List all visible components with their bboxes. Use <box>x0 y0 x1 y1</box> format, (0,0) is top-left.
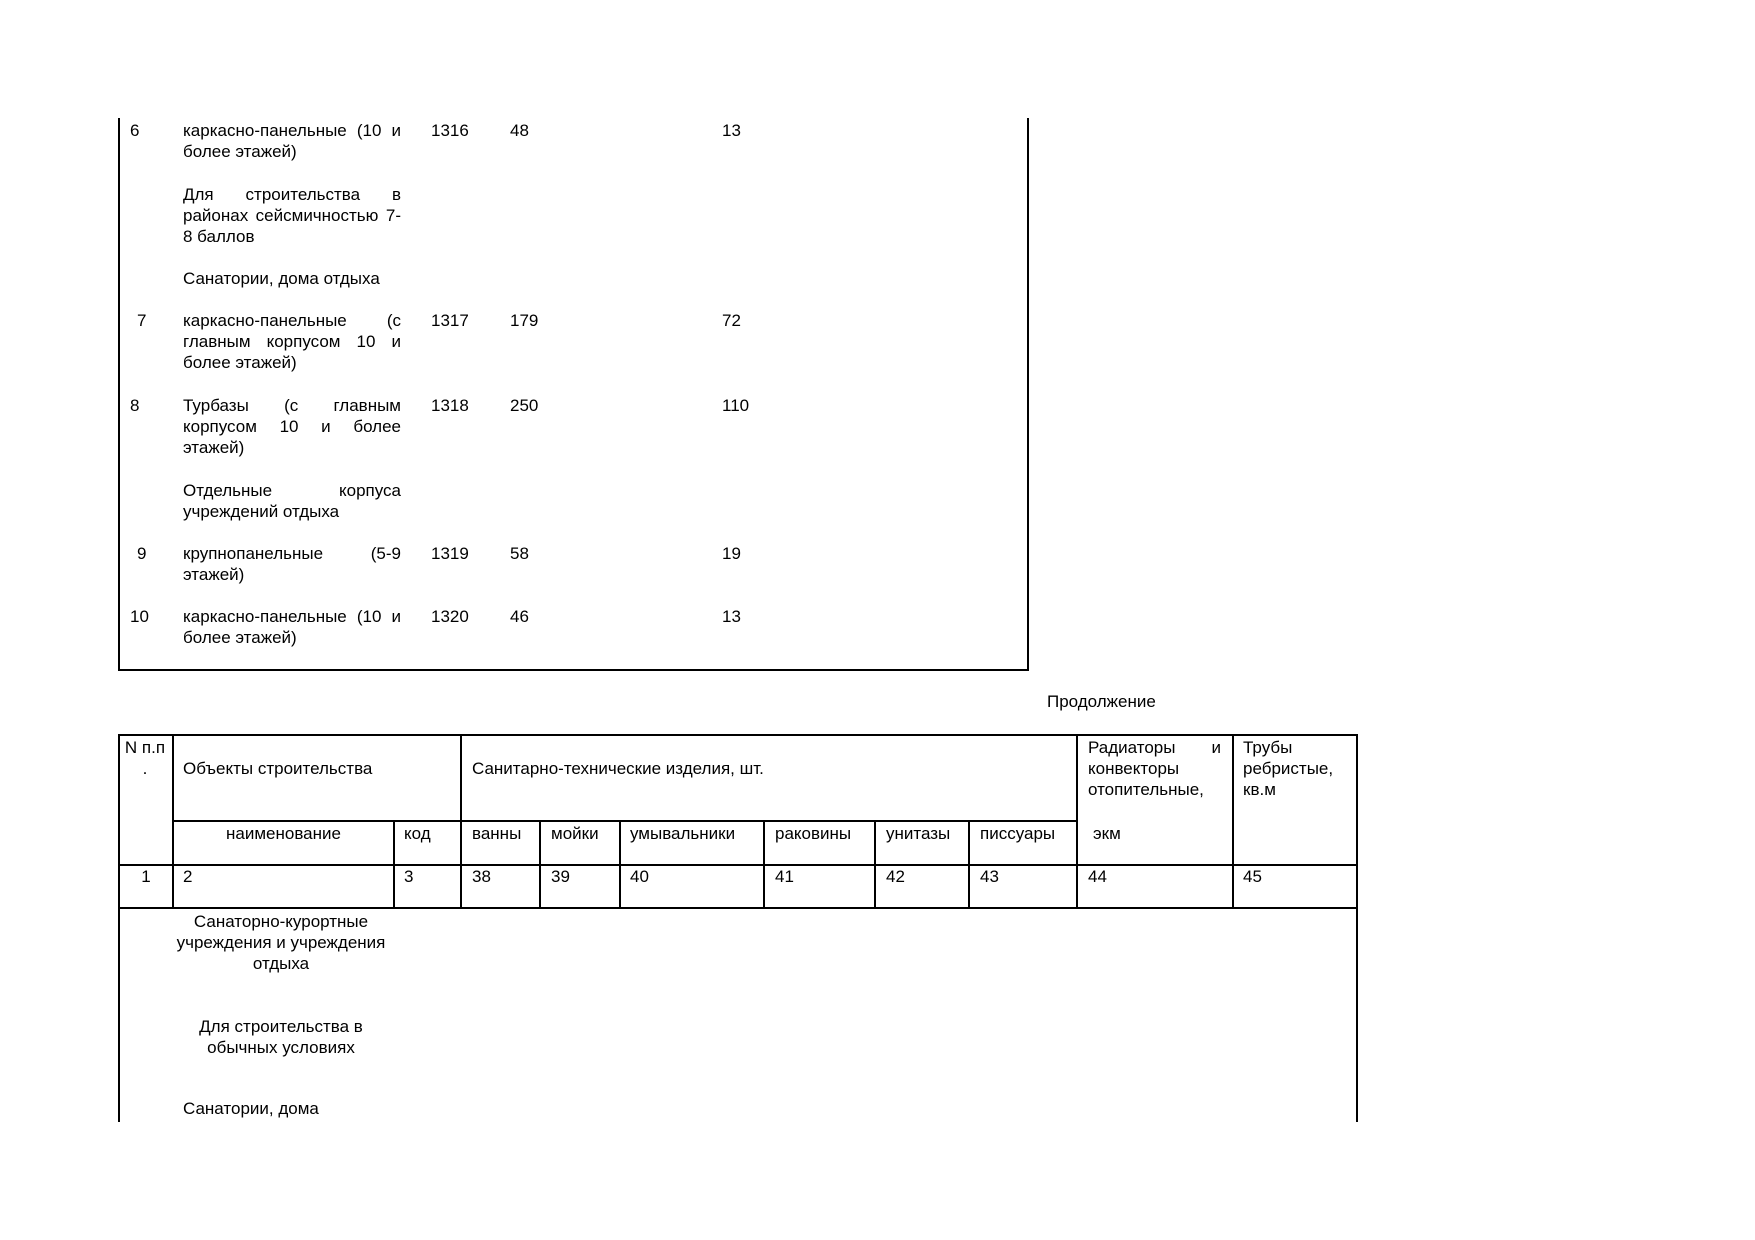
column-number: 39 <box>551 867 570 886</box>
subheader-toilets: унитазы <box>886 824 951 843</box>
object-code: 1319 <box>431 544 469 563</box>
value-cell: 13 <box>722 121 741 140</box>
continuation-label: Продолжение <box>1047 692 1156 711</box>
object-name: Санатории, дома <box>183 1099 319 1118</box>
object-code: 1318 <box>431 396 469 415</box>
subheader-name: наименование <box>226 824 341 843</box>
object-name: каркасно-панельные (с главным корпусом 10 и более этажей) <box>183 311 401 372</box>
subheader-baths: ванны <box>472 824 522 843</box>
subheader-urinals: писсуары <box>980 824 1056 843</box>
row-number: 10 <box>130 607 149 626</box>
value-cell: 46 <box>510 607 529 626</box>
object-section: Санатории, дома отдыха <box>183 269 380 288</box>
object-section: Для строительства в районах сейсмичностью 7-8 баллов <box>183 185 401 246</box>
subheader-washbasins: умывальники <box>630 824 736 843</box>
header-objects: Объекты строительства <box>183 759 373 778</box>
value-cell: 110 <box>722 396 750 415</box>
object-code: 1316 <box>431 121 469 140</box>
object-name: крупнопанельные (5-9 этажей) <box>183 544 401 584</box>
value-cell: 179 <box>510 311 539 330</box>
column-number: 44 <box>1088 867 1107 886</box>
column-number: 3 <box>404 867 414 886</box>
header-sanitary: Санитарно-технические изделия, шт. <box>472 759 764 778</box>
column-number: 42 <box>886 867 905 886</box>
subheader-code: код <box>404 824 431 843</box>
column-number: 45 <box>1243 867 1262 886</box>
column-number: 1 <box>141 867 151 886</box>
value-cell: 19 <box>722 544 741 563</box>
object-name: каркасно-панельные (10 и более этажей) <box>183 121 401 161</box>
row-number: 8 <box>130 396 140 415</box>
section-heading: Для строительства в обычных условиях <box>199 1017 363 1057</box>
row-number: 9 <box>137 544 147 563</box>
header-radiators: Радиаторы и конвекторы отопительные, <box>1088 738 1221 799</box>
object-name: Турбазы (с главным корпусом 10 и более этажей) <box>183 396 401 457</box>
value-cell: 58 <box>510 544 529 563</box>
header-radiators-unit: экм <box>1093 824 1121 843</box>
column-number: 2 <box>183 867 193 886</box>
column-number: 41 <box>775 867 794 886</box>
object-code: 1317 <box>431 311 469 330</box>
section-heading: Санаторно-курортные учреждения и учреждения отдыха <box>176 912 386 973</box>
column-number: 43 <box>980 867 999 886</box>
column-number: 38 <box>472 867 491 886</box>
value-cell: 250 <box>510 396 539 415</box>
object-name: каркасно-панельные (10 и более этажей) <box>183 607 401 647</box>
row-number: 7 <box>137 311 147 330</box>
value-cell: 48 <box>510 121 529 140</box>
subheader-sinks: мойки <box>551 824 599 843</box>
row-number: 6 <box>130 121 140 140</box>
value-cell: 72 <box>722 311 741 330</box>
object-section: Отдельные корпуса учреждений отдыха <box>183 481 401 521</box>
column-number: 40 <box>630 867 649 886</box>
header-pipes: Трубы ребристые, кв.м <box>1243 738 1334 799</box>
header-number: N п.п . <box>124 738 166 778</box>
subheader-basins: раковины <box>775 824 852 843</box>
object-code: 1320 <box>431 607 469 626</box>
value-cell: 13 <box>722 607 741 626</box>
